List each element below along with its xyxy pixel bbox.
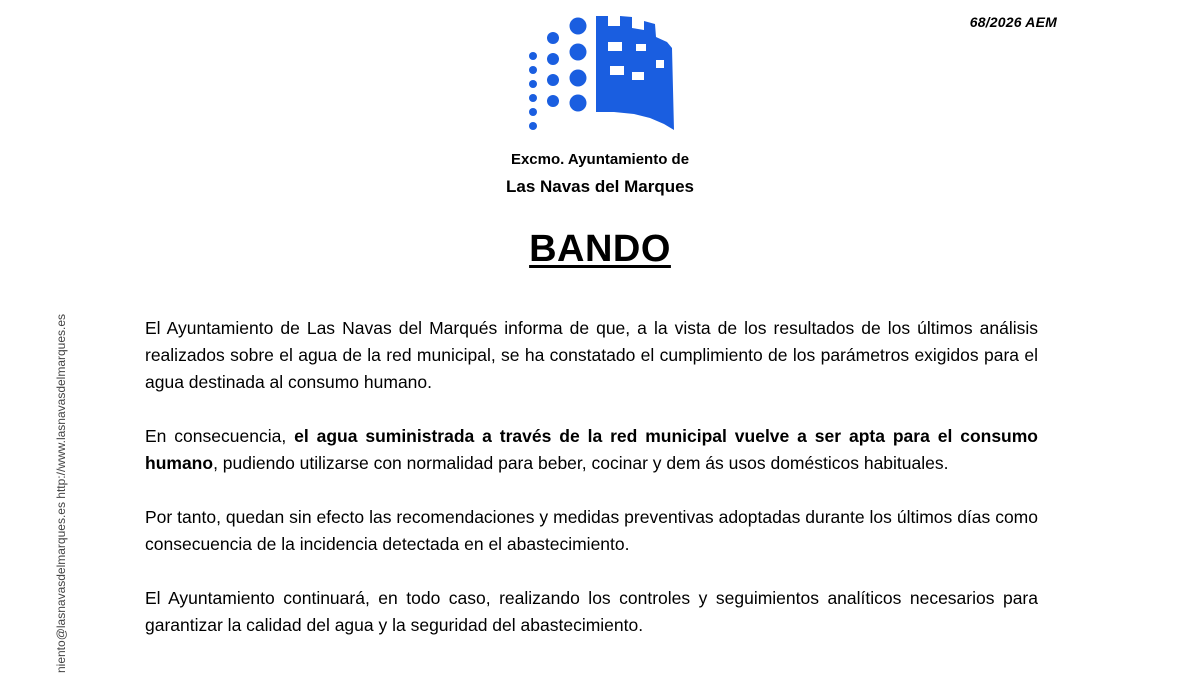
paragraph-1-text: El Ayuntamiento de Las Navas del Marqués informa de que, a la vista de los resultados de los últimos análisis realizados sobre el agua de la red municipal, se ha constatado el cumplimiento de los parámetros exigidos para el agua destinada al consumo humano. <box>145 318 1038 392</box>
side-margin-contact-text: niento@lasnavasdelmarques.es http://www.lasnavasdelmarques.es <box>54 313 68 673</box>
organization-name-line1: Excmo. Ayuntamiento de <box>510 151 690 168</box>
paragraph-3 <box>145 504 1038 558</box>
paragraph-1 <box>145 315 1038 396</box>
paragraph-2-lead: En consecuencia, <box>145 426 295 446</box>
organization-name-line2: Las Navas del Marques <box>505 177 695 196</box>
paragraph-2 <box>145 423 1038 477</box>
paragraph-2-tail: , pudiendo utilizarse con normalidad para beber, cocinar y dem ás usos domésticos habituales. <box>213 453 949 473</box>
document-title: BANDO <box>529 228 671 270</box>
paragraph-3-text: Por tanto, quedan sin efecto las recomendaciones y medidas preventivas adoptadas durante los últimos días como consecuencia de la incidencia detectada en el abastecimiento. <box>145 507 1038 554</box>
paragraph-4 <box>145 585 1038 639</box>
document-body <box>145 315 1038 666</box>
paragraph-2-emphasis: el agua suministrada a través de la red municipal vuelve a ser apta para el consumo humano <box>145 426 1039 473</box>
town-hall-tower-logo-icon <box>524 14 684 132</box>
paragraph-4-text: El Ayuntamiento continuará, en todo caso, realizando los controles y seguimientos analíticos necesarios para garantizar la calidad del agua y la seguridad del abastecimiento. <box>145 588 1038 635</box>
document-reference: 68/2026 AEM <box>969 14 1057 30</box>
